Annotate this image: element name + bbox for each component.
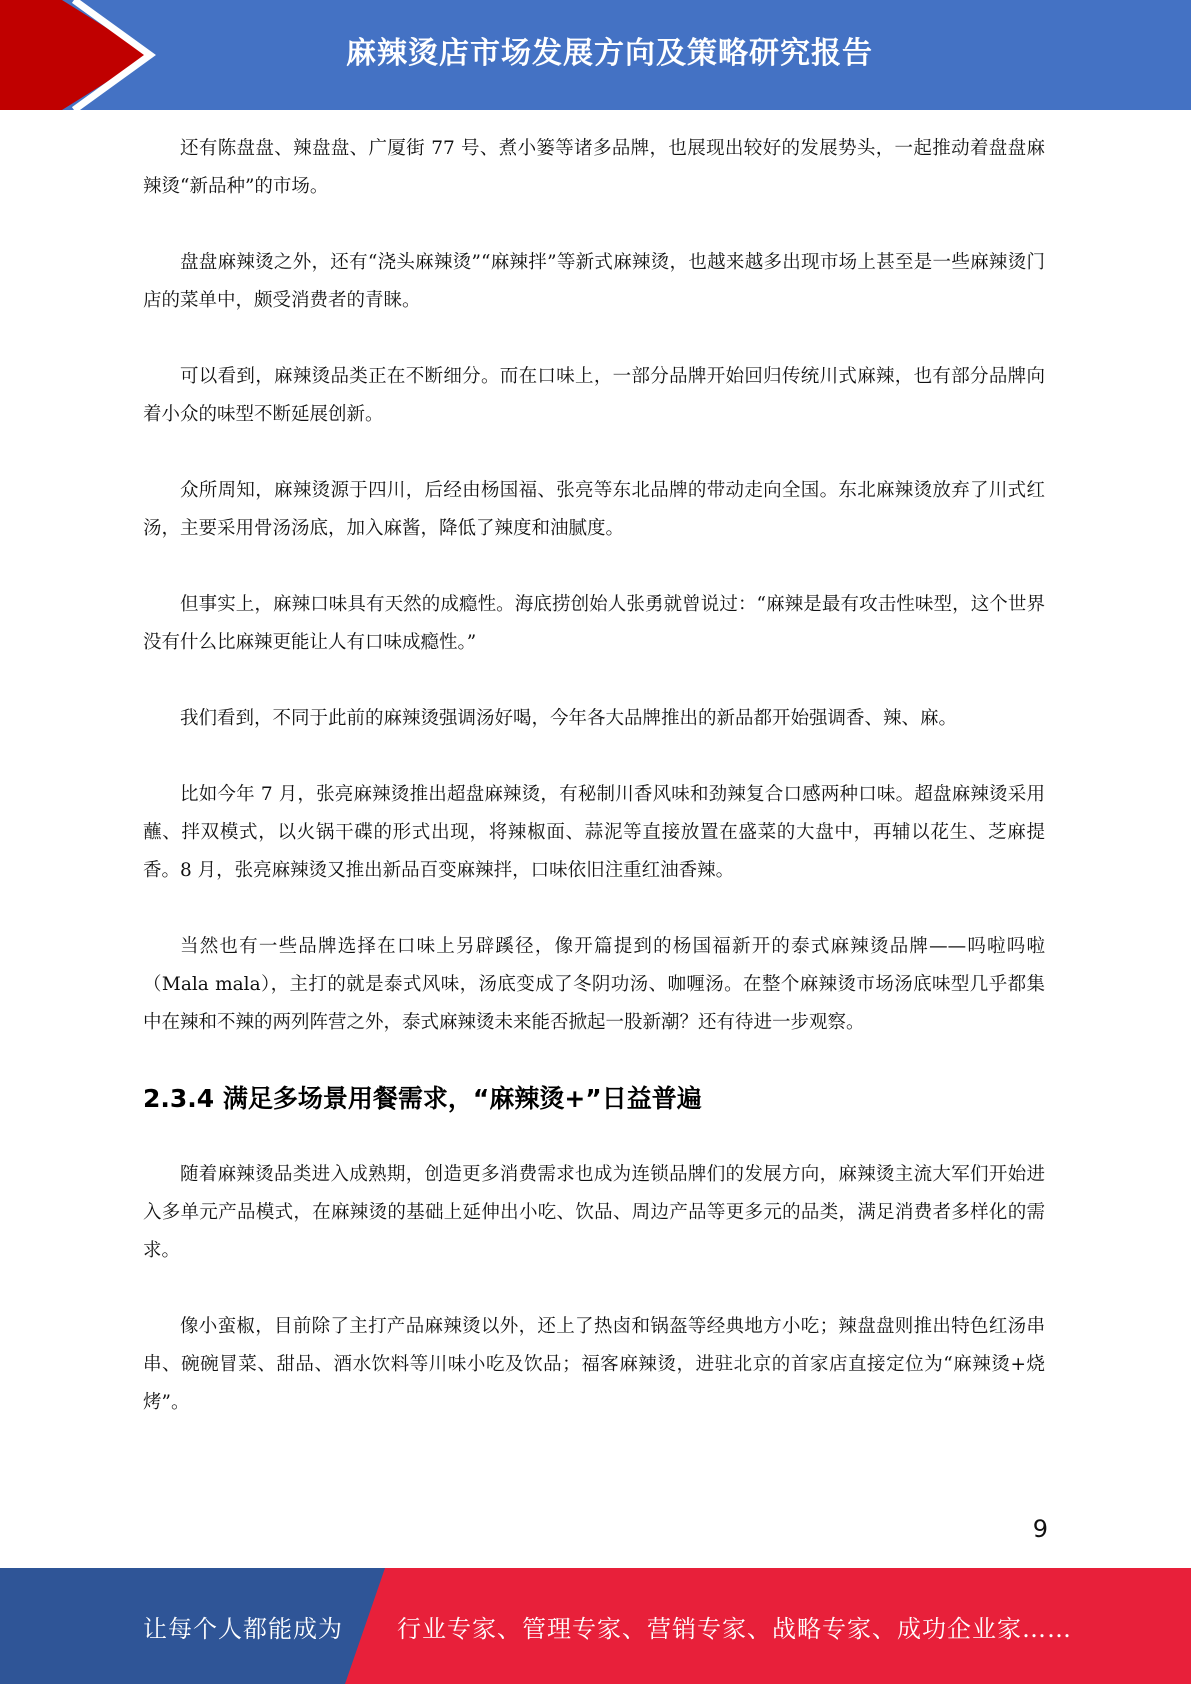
- paragraph-7: 比如今年 7 月，张亮麻辣烫推出超盘麻辣烫，有秘制川香风味和劲辣复合口感两种口味。超盘麻辣烫采用蘸、拌双模式，以火锅干碟的形式出现，将辣椒面、蒜泥等直接放置在盛菜的大盘中，再辅以花生、芝麻提香。8 月，张亮麻辣烫又推出新品百变麻辣拌，口味依旧注重红油香辣。: [143, 784, 1045, 881]
- paragraph-1: 还有陈盘盘、辣盘盘、广厦街 77 号、煮小篓等诸多品牌，也展现出较好的发展势头，一起推动着盘盘麻辣烫“新品种”的市场。: [143, 138, 1045, 197]
- document-title: 麻辣烫店市场发展方向及策略研究报告: [346, 36, 873, 71]
- paragraph-5: 但事实上，麻辣口味具有天然的成瘾性。海底捞创始人张勇就曾说过：“麻辣是最有攻击性味型，这个世界没有什么比麻辣更能让人有口味成瘾性。”: [143, 594, 1045, 653]
- footer-banner: [0, 1568, 1191, 1684]
- paragraph-4: 众所周知，麻辣烫源于四川，后经由杨国福、张亮等东北品牌的带动走向全国。东北麻辣烫放弃了川式红汤，主要采用骨汤汤底，加入麻酱，降低了辣度和油腻度。: [143, 480, 1045, 539]
- paragraph-2: 盘盘麻辣烫之外，还有“浇头麻辣烫”“麻辣拌”等新式麻辣烫，也越来越多出现市场上甚至是一些麻辣烫门店的菜单中，颇受消费者的青睐。: [143, 252, 1045, 311]
- paragraph-8: 当然也有一些品牌选择在口味上另辟蹊径，像开篇提到的杨国福新开的泰式麻辣烫品牌——吗啦吗啦（Mala mala），主打的就是泰式风味，汤底变成了冬阴功汤、咖喱汤。在整个麻辣烫市场汤底味型几乎都集中在辣和不辣的两列阵营之外，泰式麻辣烫未来能否掀起一股新潮？还有待进一步观察。: [143, 936, 1045, 1033]
- section-paragraph-2: 像小蛮椒，目前除了主打产品麻辣烫以外，还上了热卤和锅盔等经典地方小吃；辣盘盘则推出特色红汤串串、碗碗冒菜、甜品、酒水饮料等川味小吃及饮品；福客麻辣烫，进驻北京的首家店直接定位为“麻辣烫+烧烤”。: [143, 1316, 1045, 1413]
- section-heading: 2.3.4 满足多场景用餐需求，“麻辣烫+”日益普遍: [143, 1084, 702, 1113]
- footer-slogan-left: 让每个人都能成为: [143, 1614, 343, 1643]
- page-number: 9: [1032, 1515, 1048, 1543]
- section-paragraph-1: 随着麻辣烫品类进入成熟期，创造更多消费需求也成为连锁品牌们的发展方向，麻辣烫主流大军们开始进入多单元产品模式，在麻辣烫的基础上延伸出小吃、饮品、周边产品等更多元的品类，满足消费者多样化的需求。: [143, 1164, 1045, 1261]
- paragraph-3: 可以看到，麻辣烫品类正在不断细分。而在口味上，一部分品牌开始回归传统川式麻辣，也有部分品牌向着小众的味型不断延展创新。: [143, 366, 1045, 425]
- header-banner: [0, 0, 1191, 110]
- report-body: [143, 130, 1045, 1460]
- paragraph-6: 我们看到，不同于此前的麻辣烫强调汤好喝，今年各大品牌推出的新品都开始强调香、辣、麻。: [180, 708, 958, 729]
- footer-slogan-right: 行业专家、管理专家、营销专家、战略专家、成功企业家……: [397, 1614, 1072, 1643]
